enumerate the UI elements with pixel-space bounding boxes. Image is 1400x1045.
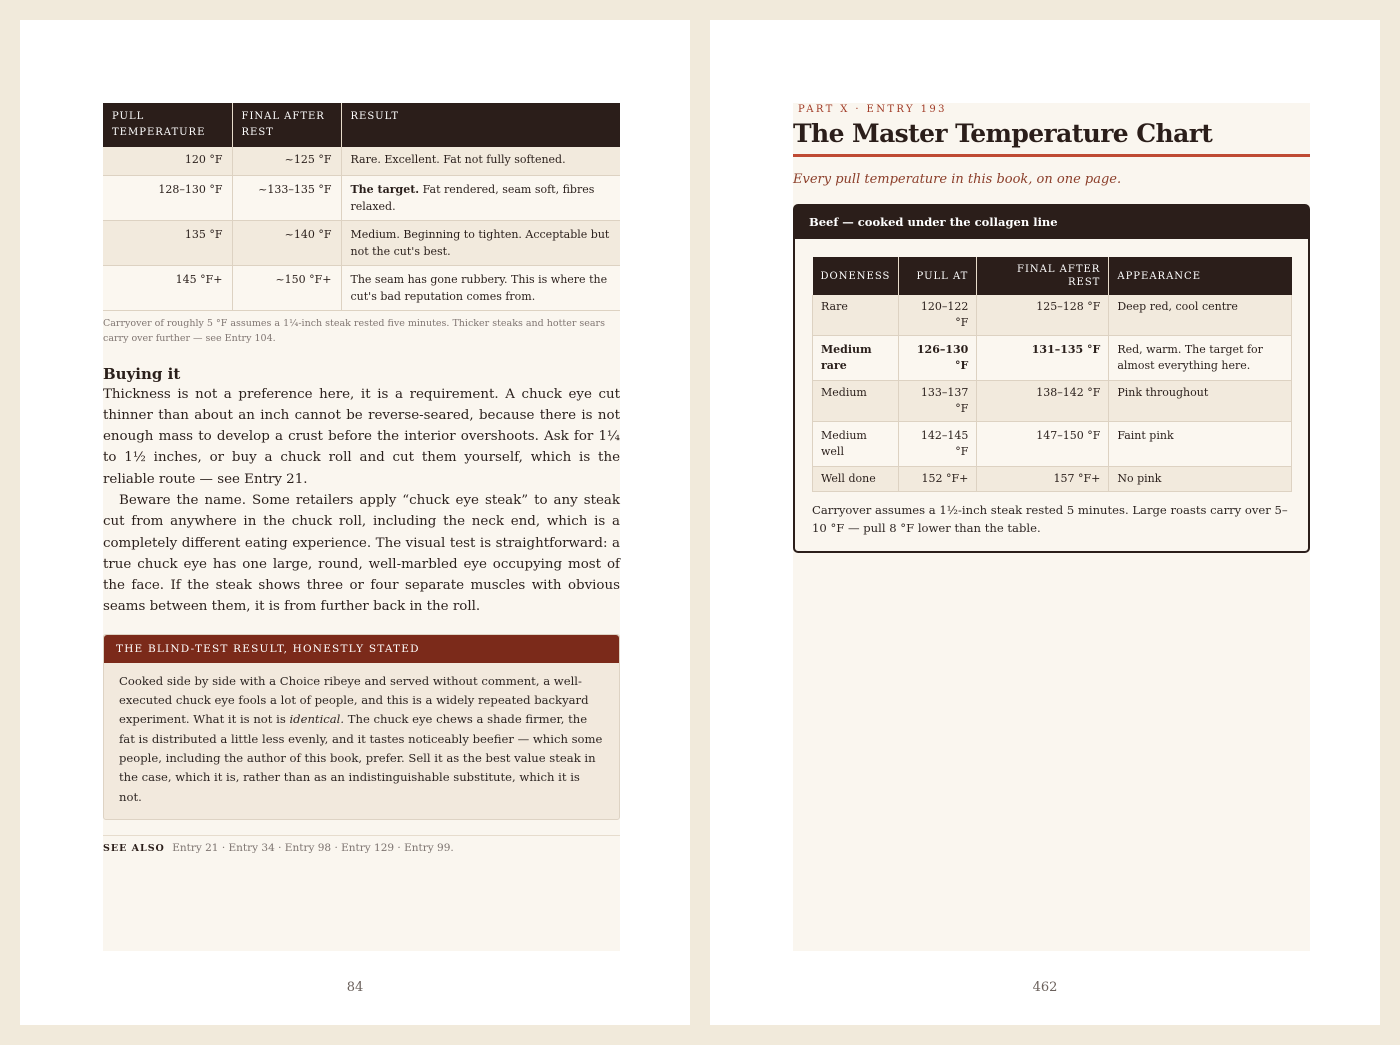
callout-title: THE BLIND-TEST RESULT, HONESTLY STATED: [104, 635, 619, 663]
column-header: DONENESS: [813, 257, 899, 295]
left-text-block: [103, 103, 620, 951]
body-paragraph: Beware the name. Some retailers apply “chuck eye steak” to any steak cut from anywhere in the chuck roll, including the neck end, which is a completely different eating experience. The visual test is straightforward: a true chuck eye has one large, round, well-marbled eye occupying most of the face. If the steak shows three or four separate muscles with obvious seams between them, it is from further back in the roll.: [103, 492, 620, 615]
result-cell: [341, 175, 620, 220]
table-row: [103, 265, 620, 310]
appearance-cell: Faint pink: [1109, 422, 1292, 467]
table-row: [813, 381, 1292, 422]
see-also: [103, 835, 620, 854]
see-also-entries: Entry 21 · Entry 34 · Entry 98 · Entry 129 · Entry 99.: [172, 841, 454, 854]
result-cell: [341, 265, 620, 310]
result-text: Medium. Beginning to tighten. Acceptable but not the cut's best.: [350, 227, 610, 258]
final-cell: ~140 °F: [232, 220, 341, 265]
master-temperature-table: [812, 257, 1292, 492]
column-header: RESULT: [341, 103, 620, 147]
body-paragraph: Thickness is not a preference here, it is a requirement. A chuck eye cut thinner than about an inch cannot be reverse-seared, because there is not enough mass to develop a crust before the interior overshoots. Ask for 1¼ to 1½ inches, or buy a chuck roll and cut them yourself, which is the reliable route — see Entry 21.: [103, 386, 620, 487]
doneness-cell: Medium well: [813, 422, 899, 467]
page-number: 84: [346, 980, 364, 995]
page-title: The Master Temperature Chart: [793, 119, 1213, 148]
callout-body: [104, 663, 619, 819]
appearance-cell: Deep red, cool centre: [1109, 295, 1292, 336]
column-header: PULL AT: [899, 257, 977, 295]
final-cell: ~150 °F+: [232, 265, 341, 310]
callout-text: Cooked side by side with a Choice ribeye and served without comment, a well-executed chuck eye fools a lot of people, and this is a widely repeated backyard experiment. What it is not is: [119, 673, 589, 727]
temperature-chart-box: [793, 204, 1310, 553]
doneness-cell: Medium: [813, 381, 899, 422]
result-text: Fat rendered, seam soft, fibres relaxed.: [350, 182, 595, 213]
pull-cell: 120–122 °F: [899, 295, 977, 336]
appearance-cell: Red, warm. The target for almost everything here.: [1109, 336, 1292, 381]
right-page: [710, 20, 1380, 1025]
pull-cell: 152 °F+: [899, 467, 977, 492]
result-text: The seam has gone rubbery. This is where the cut's bad reputation comes from.: [350, 272, 608, 303]
appearance-cell: Pink throughout: [1109, 381, 1292, 422]
page-subtitle: Every pull temperature in this book, on one page.: [793, 172, 1122, 187]
pull-cell: 142–145 °F: [899, 422, 977, 467]
result-emphasis: The target.: [350, 182, 420, 196]
final-cell: 125–128 °F: [977, 295, 1109, 336]
table-header-row: [813, 257, 1292, 295]
final-cell: 138–142 °F: [977, 381, 1109, 422]
column-header: FINAL AFTER REST: [977, 257, 1109, 295]
box-title: Beef — cooked under the collagen line: [795, 206, 1308, 239]
table-row: [103, 147, 620, 175]
doneness-cell: Well done: [813, 467, 899, 492]
table-row: [103, 175, 620, 220]
table-row: [813, 422, 1292, 467]
pull-cell: 145 °F+: [103, 265, 232, 310]
right-text-block: [793, 103, 1310, 951]
doneness-table: [103, 103, 620, 311]
table-row: [813, 295, 1292, 336]
column-header: APPEARANCE: [1109, 257, 1292, 295]
doneness-cell: Rare: [813, 295, 899, 336]
box-footnote: Carryover assumes a 1½-inch steak rested 5 minutes. Large roasts carry over 5–10 °F — pull 8 °F lower than the table.: [812, 503, 1288, 535]
title-rule: [793, 154, 1310, 157]
final-cell: ~125 °F: [232, 147, 341, 175]
left-page: [20, 20, 690, 1025]
callout-box: [103, 634, 620, 820]
callout-text: The chuck eye chews a shade firmer, the fat is distributed a little less evenly, and it tastes noticeably beefier — which some people, including the author of this book, prefer. Sell it as the best value steak in the case, which it is, rather than as an indistinguishable substitute, which it is not.: [119, 712, 603, 804]
pull-cell: 126–130 °F: [899, 336, 977, 381]
final-cell: 147–150 °F: [977, 422, 1109, 467]
pull-cell: 133–137 °F: [899, 381, 977, 422]
appearance-cell: No pink: [1109, 467, 1292, 492]
final-cell: 131–135 °F: [977, 336, 1109, 381]
pull-cell: 135 °F: [103, 220, 232, 265]
result-text: Rare. Excellent. Fat not fully softened.: [350, 153, 566, 166]
final-cell: 157 °F+: [977, 467, 1109, 492]
table-row: [813, 336, 1292, 381]
page-number: 462: [1032, 980, 1058, 995]
final-cell: ~133–135 °F: [232, 175, 341, 220]
entry-kicker: PART X · ENTRY 193: [798, 104, 947, 115]
table-caption: Carryover of roughly 5 °F assumes a 1¼-inch steak rested five minutes. Thicker steaks and hotter sears carry over further — see Entry 104.: [103, 317, 605, 344]
table-row: [103, 220, 620, 265]
result-cell: [341, 147, 620, 175]
table-header-row: [103, 103, 620, 147]
doneness-cell: Medium rare: [813, 336, 899, 381]
pull-cell: 120 °F: [103, 147, 232, 175]
box-content: [795, 239, 1308, 551]
column-header: FINAL AFTER REST: [232, 103, 341, 147]
section-heading: Buying it: [103, 364, 181, 383]
table-row: [813, 467, 1292, 492]
pull-cell: 128–130 °F: [103, 175, 232, 220]
result-cell: [341, 220, 620, 265]
see-also-label: SEE ALSO: [103, 842, 165, 854]
column-header: PULL TEMPERATURE: [103, 103, 232, 147]
callout-italic: identical.: [289, 712, 345, 727]
